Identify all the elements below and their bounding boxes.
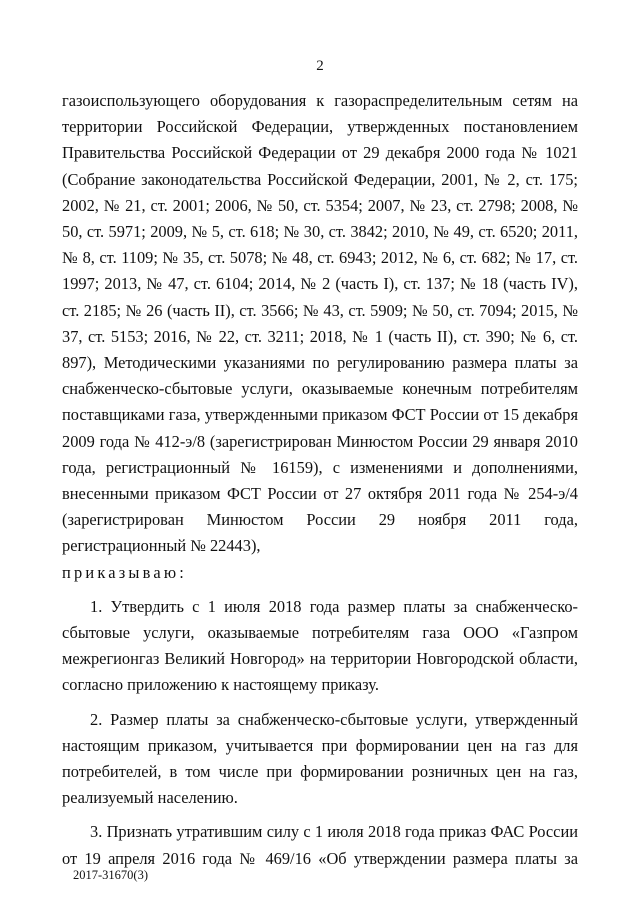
item-1-paragraph: 1. Утвердить с 1 июля 2018 года размер платы за снабженческо-сбытовые услуги, оказываемые потребителям газа ООО «Газпром межрегионгаз Великий Новгород» на территории Новгородской области, согласно приложению к настоящему приказу. [62, 596, 578, 695]
document-body [62, 88, 578, 872]
item-3-paragraph: 3. Признать утратившим силу с 1 июля 2018 года приказ ФАС России от 19 апреля 2016 года № 469/16 «Об утверждении размера платы за [62, 822, 578, 868]
prikazyvayu-heading: приказываю: [62, 562, 188, 582]
intro-paragraph: газоиспользующего оборудования к газораспределительным сетям на территории Российской Федерации, утвержденных постановлением Правительства Российской Федерации от 29 декабря 2000 года № 1021 (Собрание законодательства Российской Федерации, 2001, № 2, ст. 175; 2002, № 21, ст. 2001; 2006, № 50, ст. 5354; 2007, № 23, ст. 2798; 2008, № 50, ст. 5971; 2009, № 5, ст. 618; № 30, ст. 3842; 2010, № 49, ст. 6520; 2011, № 8, ст. 1109; № 35, ст. 5078; № 48, ст. 6943; 2012, № 6, ст. 682; № 17, ст. 1997; 2013, № 47, ст. 6104; 2014, № 2 (часть I), ст. 137; № 18 (часть IV), ст. 2185; № 26 (часть II), ст. 3566; № 43, ст. 5909; № 50, ст. 7094; 2015, № 37, ст. 5153; 2016, № 22, ст. 3211; 2018, № 1 (часть II), ст. 390; № 6, ст. 897), Методическими указаниями по регулированию размера платы за снабженческо-сбытовые услуги, оказываемые конечным потребителям поставщиками газа, утвержденными приказом ФСТ России от 15 декабря 2009 года № 412-э/8 (зарегистрирован Минюстом России 29 января 2010 года, регистрационный № 16159), с изменениями и дополнениями, внесенными приказом ФСТ России от 27 октября 2011 года № 254-э/4 (зарегистрирован Минюстом России 29 ноября 2011 года, регистрационный № 22443), [62, 91, 578, 556]
footer-document-code: 2017-31670(3) [73, 868, 148, 882]
item-2-paragraph: 2. Размер платы за снабженческо-сбытовые услуги, утвержденный настоящим приказом, учитывается при формировании цен на газ для потребителей, в том числе при формировании розничных цен на газ, реализуемый населению. [62, 709, 578, 808]
page-number: 2 [316, 58, 324, 74]
